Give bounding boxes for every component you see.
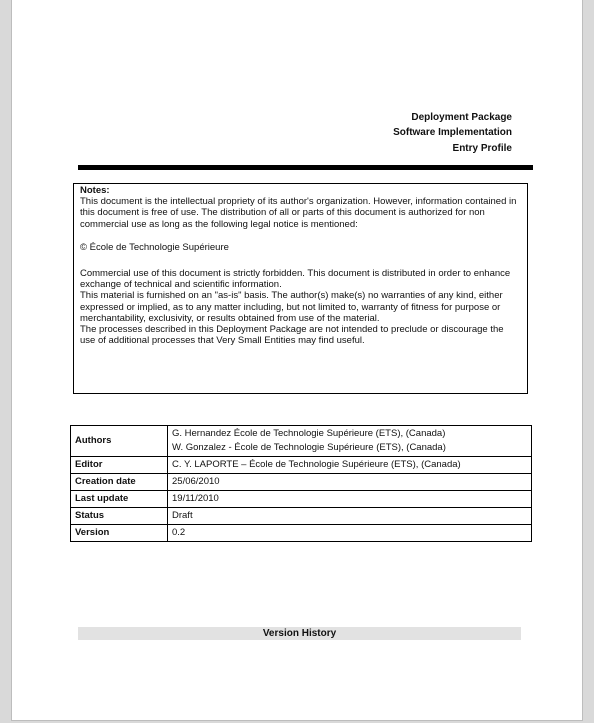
notes-title: Notes: [80, 185, 110, 196]
table-row [71, 525, 532, 542]
editor-label: Editor [71, 457, 168, 474]
table-row [71, 508, 532, 525]
table-row [71, 457, 532, 474]
version-value: 0.2 [168, 525, 532, 542]
notes-paragraph-legal: This document is the intellectual propriety of its author's organization. However, information contained in this document is free of use. The distribution of all or parts of this document is authorized for non commercial use as long as the following legal notice is mentioned: [80, 196, 517, 230]
header-software-implementation: Software Implementation [393, 127, 512, 138]
version-history-heading: Version History [78, 627, 521, 640]
notes-spacer [80, 230, 521, 242]
editor-value: C. Y. LAPORTE – École de Technologie Supérieure (ETS), (Canada) [168, 457, 532, 474]
table-row [71, 474, 532, 491]
creation-date-label: Creation date [71, 474, 168, 491]
table-row [71, 426, 532, 457]
table-row [71, 491, 532, 508]
header-entry-profile: Entry Profile [452, 143, 512, 154]
notes-copyright: © École de Technologie Supérieure [80, 241, 229, 253]
last-update-value: 19/11/2010 [168, 491, 532, 508]
authors-label: Authors [71, 426, 168, 457]
document-metadata-table [70, 425, 532, 542]
author-2: W. Gonzalez - École de Technologie Supérieure (ETS), (Canada) [172, 442, 446, 453]
document-page [12, 0, 582, 720]
notes-paragraph-commercial: Commercial use of this document is strictly forbidden. This document is distributed in order to enhance exchange of technical and scientific information. [80, 268, 511, 291]
creation-date-value: 25/06/2010 [168, 474, 532, 491]
notes-paragraph-processes: The processes described in this Deployment Package are not intended to preclude or discourage the use of additional processes that Very Small Entities may find useful. [80, 324, 504, 347]
author-1: G. Hernandez École de Technologie Supérieure (ETS), (Canada) [172, 428, 446, 439]
notes-box [73, 183, 528, 394]
header-deployment-package: Deployment Package [411, 112, 512, 123]
notes-paragraph-as-is: This material is furnished on an "as-is" basis. The author(s) make(s) no warranties of any kind, either expressed or implied, as to any matter including, but not limited to, warranty of fitness for purpose or merchantability, exclusivity, or results obtained from use of the material. [80, 290, 503, 324]
authors-value [168, 426, 532, 457]
version-label: Version [71, 525, 168, 542]
status-value: Draft [168, 508, 532, 525]
notes-spacer [80, 253, 521, 268]
status-label: Status [71, 508, 168, 525]
header-rule [78, 165, 533, 170]
last-update-label: Last update [71, 491, 168, 508]
